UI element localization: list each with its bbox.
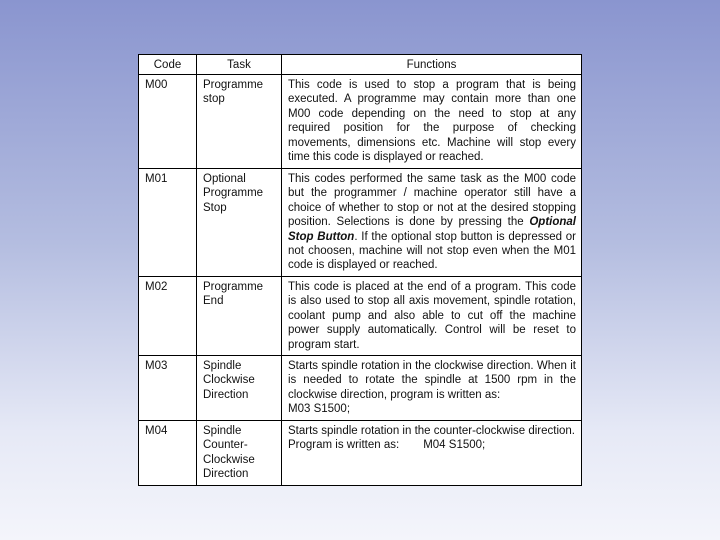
function-cell (282, 169, 582, 277)
code-cell: M02 (139, 277, 197, 356)
task-cell: Programme End (197, 277, 282, 356)
function-cell (282, 421, 582, 486)
table-row (139, 421, 582, 486)
table-row (139, 356, 582, 421)
code-cell: M00 (139, 75, 197, 169)
program-label: Program is written as: (288, 439, 400, 452)
m-code-table (138, 54, 582, 486)
table-row (139, 277, 582, 356)
header-functions: Functions (282, 55, 582, 75)
function-cell: This code is used to stop a program that is being executed. A programme may contain more than one M00 code depending on the need to stop at any required position for the purpose of checking movements, dimensions etc. Machine will stop every time this code is displayed or reached. (282, 75, 582, 169)
task-cell: Spindle Counter-Clockwise Direction (197, 421, 282, 486)
table-header-row (139, 55, 582, 75)
task-cell: Optional Programme Stop (197, 169, 282, 277)
function-text: This codes performed the same task as the M00 code but the programmer / machine operator still have a choice of whether to stop or not at the desired stopping position. Selections is done by pressing the (288, 173, 576, 229)
function-cell (282, 356, 582, 421)
function-text: Starts spindle rotation in the clockwise direction. When it is needed to rotate the spindle at 1500 rpm in the clockwise direction, program is written as: (288, 360, 576, 401)
function-cell: This code is placed at the end of a program. This code is also used to stop all axis movement, spindle rotation, coolant pump and also able to cut off the machine power supply automatically. Control will be reset to program start. (282, 277, 582, 356)
code-cell: M03 (139, 356, 197, 421)
header-code: Code (139, 55, 197, 75)
function-text: . If the optional stop button is depressed or not choosen, machine will not stop even when the M01 code is displayed or reached. (288, 230, 576, 272)
program-code: M04 S1500; (423, 439, 486, 452)
header-task: Task (197, 55, 282, 75)
table-row (139, 75, 582, 169)
program-line (288, 438, 576, 452)
code-cell: M04 (139, 421, 197, 486)
task-cell: Programme stop (197, 75, 282, 169)
code-cell: M01 (139, 169, 197, 277)
optional-stop-button-emphasis: Optional Stop Button (288, 216, 576, 243)
task-cell: Spindle Clockwise Direction (197, 356, 282, 421)
program-line: M03 S1500; (288, 403, 351, 416)
table-row (139, 169, 582, 277)
function-text: Starts spindle rotation in the counter-clockwise direction. (288, 425, 576, 438)
